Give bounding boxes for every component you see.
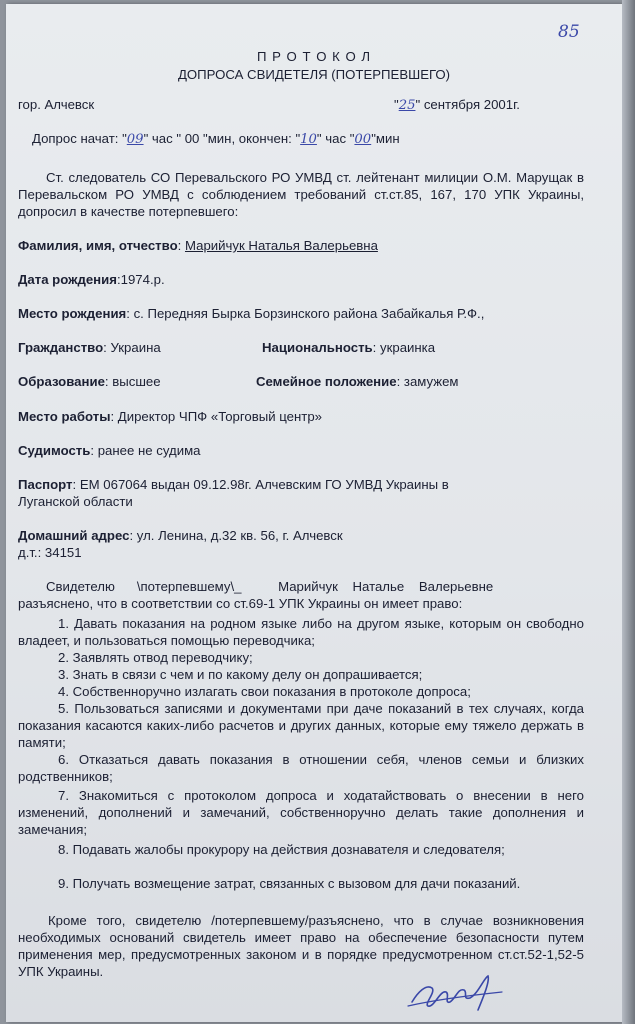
full-name-value: Марийчук Наталья Валерьевна bbox=[184, 238, 378, 253]
rights-item-4: 4. Собственноручно излагать свои показания в протоколе допроса; bbox=[58, 684, 471, 699]
home-address-label: Домашний адрес bbox=[18, 528, 130, 543]
field-home-address bbox=[18, 527, 343, 544]
city-line bbox=[18, 96, 94, 113]
interrogation-time-line bbox=[32, 130, 400, 148]
criminal-record-label: Судимость bbox=[18, 443, 91, 458]
end-tail: "мин bbox=[371, 131, 400, 146]
workplace-value: : Директор ЧПФ «Торговый центр» bbox=[110, 409, 322, 424]
field-family-status bbox=[256, 373, 458, 390]
rights-item-2: 2. Заявлять отвод переводчику; bbox=[58, 650, 253, 665]
nationality-label: Национальность bbox=[262, 340, 373, 355]
field-full-name bbox=[18, 237, 378, 254]
workplace-label: Место работы bbox=[18, 409, 111, 424]
birthplace-label: Место рождения bbox=[18, 306, 127, 321]
end-hour: 10 bbox=[300, 132, 317, 147]
city: гор. Алчевск bbox=[18, 97, 95, 112]
date-line bbox=[394, 96, 520, 114]
date-quote-open: " bbox=[394, 97, 399, 112]
document-page bbox=[6, 4, 622, 1022]
rights-item-8: 8. Подавать жалобы прокурору на действия дознавателя и следователя; bbox=[58, 842, 505, 857]
rights-lead-line1: Свидетелю \потерпевшему\_ Марийчук Наталье Валерьевне bbox=[46, 579, 494, 594]
nationality-value: : украинка bbox=[372, 340, 436, 355]
date-quote-close: " bbox=[415, 97, 421, 112]
field-workplace bbox=[18, 408, 322, 425]
date-month-year: сентября 2001г. bbox=[423, 97, 520, 112]
signature bbox=[404, 970, 514, 1016]
start-label: Допрос начат: " bbox=[32, 131, 127, 146]
home-address-value: : ул. Ленина, д.32 кв. 56, г. Алчевск bbox=[129, 528, 343, 543]
end-mid: " час " bbox=[316, 131, 355, 146]
field-education bbox=[18, 373, 161, 390]
rights-item-6: 6. Отказаться давать показания в отношении себя, членов семьи и близких родственников; bbox=[18, 752, 584, 784]
passport-label: Паспорт bbox=[18, 477, 73, 492]
start-mid: " час " 00 "мин, окончен: " bbox=[143, 131, 301, 146]
rights-item-3: 3. Знать в связи с чем и по какому делу он допрашивается; bbox=[58, 667, 423, 682]
start-hour: 09 bbox=[126, 132, 144, 147]
home-phone: д.т.: 34151 bbox=[18, 545, 82, 560]
rights-item-1: 1. Давать показания на родном языке либо на другом языке, которым он свободно владеет, и пользоваться помощью переводчика; bbox=[18, 616, 584, 648]
rights-item-7: 7. Знакомиться с протоколом допроса и ходатайствовать о внесении в него изменений, дополнений и замечаний, собственноручно делать такие дополнения и замечания; bbox=[18, 788, 584, 837]
intro-paragraph: Ст. следователь СО Перевальского РО УМВД ст. лейтенант милиции О.М. Марущак в Перевальском РО УМВД с соблюдением требований ст.ст.85, 167, 170 УПК Украины, допросил в качестве потерпевшего: bbox=[18, 170, 584, 219]
date-day: 25 bbox=[398, 98, 416, 113]
passport-value-line1: : ЕМ 067064 выдан 09.12.98г. Алчевским ГО УМВД Украины в bbox=[72, 477, 449, 492]
field-criminal-record bbox=[18, 442, 200, 459]
education-label: Образование bbox=[18, 374, 105, 389]
document-subtitle: ДОПРОСА СВИДЕТЕЛЯ (ПОТЕРПЕВШЕГО) bbox=[177, 67, 451, 82]
birth-date-label: Дата рождения bbox=[18, 272, 117, 287]
full-name-label: Фамилия, имя, отчество bbox=[18, 238, 178, 253]
field-birthplace bbox=[18, 305, 484, 322]
field-passport bbox=[18, 476, 449, 493]
birth-date-value: :1974.р. bbox=[116, 272, 165, 287]
citizenship-label: Гражданство bbox=[18, 340, 104, 355]
birthplace-value: : с. Передняя Бырка Борзинского района Забайкалья Р.Ф., bbox=[126, 306, 485, 321]
end-minutes: 00 bbox=[354, 132, 372, 147]
family-status-label: Семейное положение bbox=[256, 374, 397, 389]
field-birth-date bbox=[18, 271, 165, 288]
page-number: 85 bbox=[558, 22, 580, 42]
education-value: : высшее bbox=[104, 374, 161, 389]
field-citizenship bbox=[18, 339, 161, 356]
binder-edge bbox=[622, 0, 635, 1024]
rights-lead-line2: разъяснено, что в соответствии со ст.69-1 УПК Украины он имеет право: bbox=[18, 596, 463, 611]
rights-item-5: 5. Пользоваться записями и документами при даче показаний в тех случаях, когда показания касаются каких-либо расчетов и других данных, которые ему тяжело держать в памяти; bbox=[18, 701, 584, 750]
family-status-value: : замужем bbox=[396, 374, 459, 389]
full-name-separator: : bbox=[177, 238, 182, 253]
security-rights-paragraph: Кроме того, свидетелю /потерпевшему/разъяснено, что в случае возникновения необходимых оснований свидетель имеет право на обеспечение безопасности путем применения мер, предусмотренных законом и в порядке предусмотренном ст.ст.52-1,52-5 УПК Украины. bbox=[18, 913, 584, 979]
rights-item-9: 9. Получать возмещение затрат, связанных с вызовом для дачи показаний. bbox=[58, 876, 521, 891]
citizenship-value: : Украина bbox=[103, 340, 161, 355]
criminal-record-value: : ранее не судима bbox=[90, 443, 201, 458]
passport-value-line2: Луганской области bbox=[18, 494, 133, 509]
document-title: П Р О Т О К О Л bbox=[256, 49, 372, 64]
field-nationality bbox=[262, 339, 435, 356]
